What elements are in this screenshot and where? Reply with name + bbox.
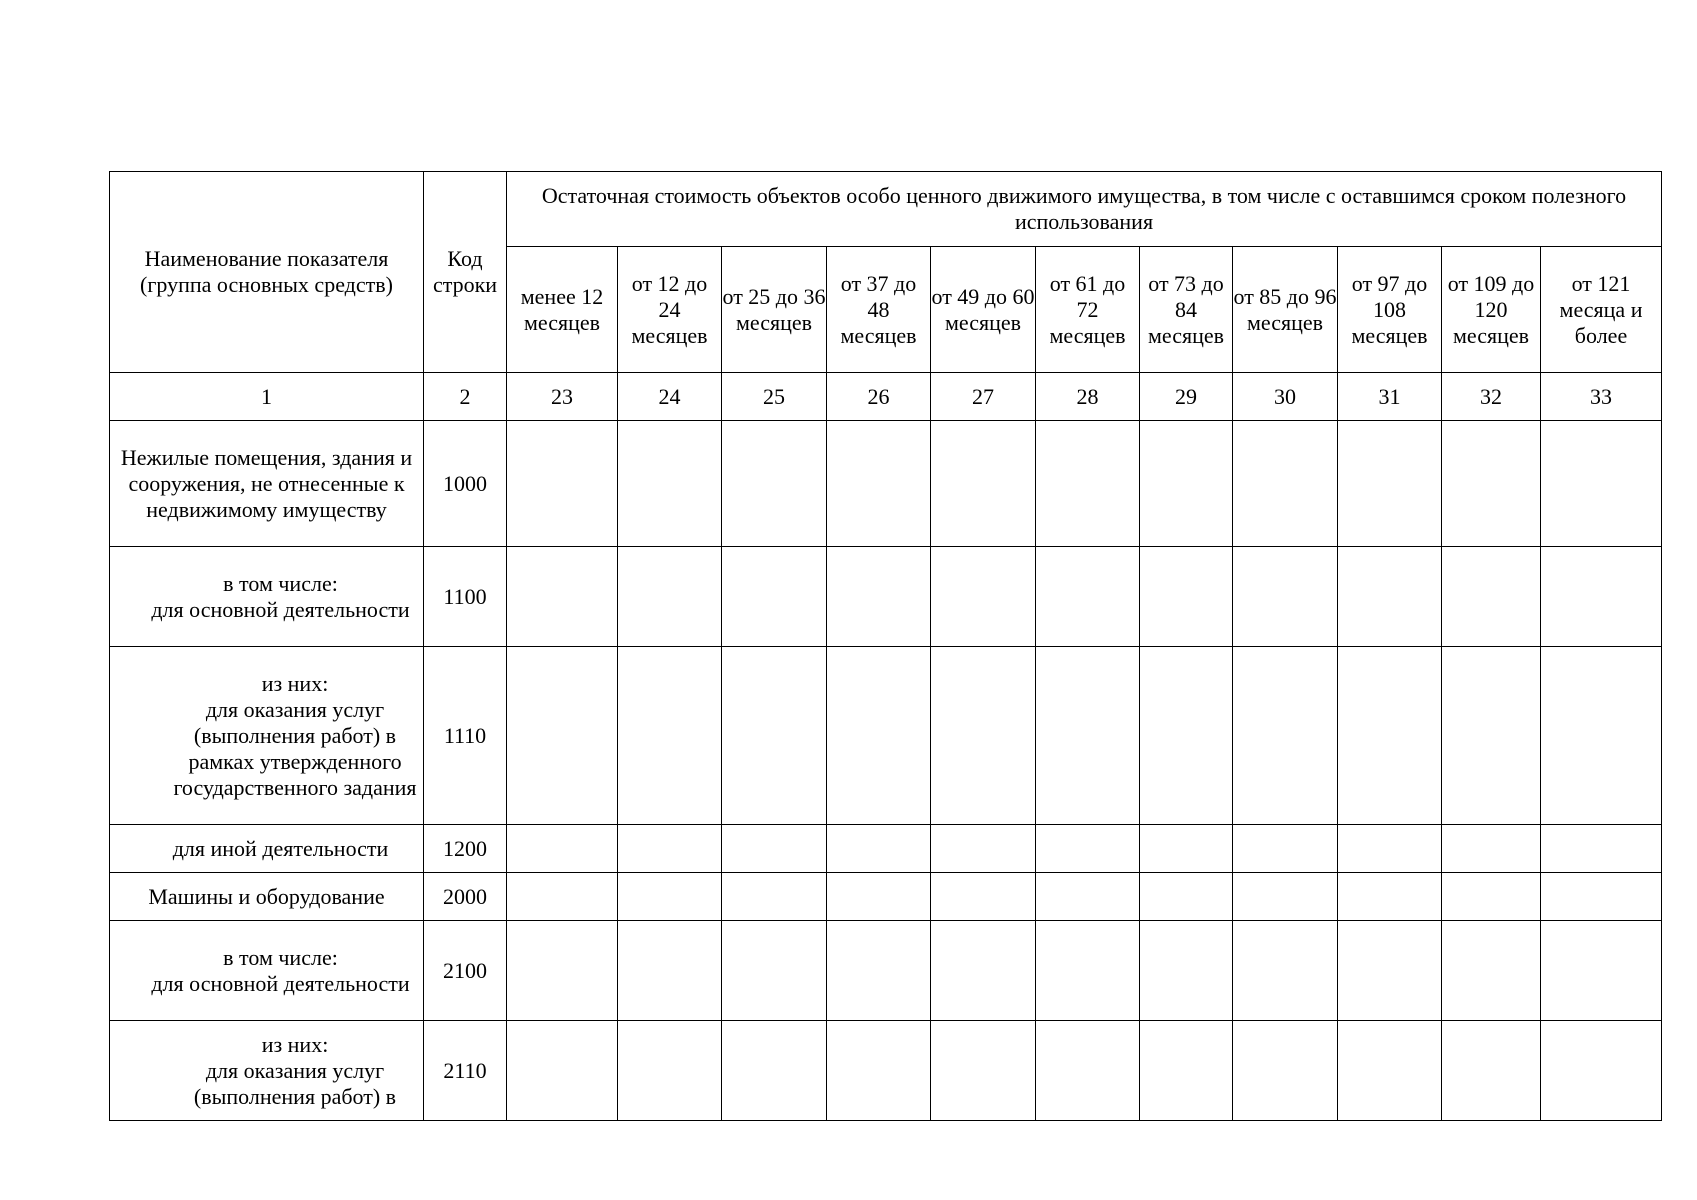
value-cell[interactable] (722, 647, 827, 825)
value-cell[interactable] (1036, 547, 1140, 647)
column-number: 26 (827, 373, 931, 421)
value-cell[interactable] (722, 547, 827, 647)
header-period: от 73 до 84 месяцев (1140, 247, 1233, 373)
value-cell[interactable] (1442, 421, 1541, 547)
header-name-col: Наименование показателя (группа основных средств) (110, 172, 424, 373)
value-cell[interactable] (1541, 825, 1662, 873)
value-cell[interactable] (1338, 547, 1442, 647)
header-code-col: Код строки (424, 172, 507, 373)
column-number: 30 (1233, 373, 1338, 421)
column-number: 28 (1036, 373, 1140, 421)
value-cell[interactable] (1036, 421, 1140, 547)
row-code: 1000 (424, 421, 507, 547)
value-cell[interactable] (1338, 421, 1442, 547)
value-cell[interactable] (1338, 825, 1442, 873)
row-name-text: из них: (261, 670, 329, 696)
value-cell[interactable] (931, 873, 1036, 921)
value-cell[interactable] (1233, 1021, 1338, 1121)
value-cell[interactable] (1442, 1021, 1541, 1121)
value-cell[interactable] (827, 421, 931, 547)
row-name (110, 421, 424, 547)
header-period: менее 12 месяцев (507, 247, 618, 373)
column-number: 29 (1140, 373, 1233, 421)
value-cell[interactable] (1541, 1021, 1662, 1121)
value-cell[interactable] (507, 921, 618, 1021)
row-name-text: в том числе: (223, 944, 338, 970)
row-name-text: для основной деятельности (151, 596, 410, 622)
value-cell[interactable] (1036, 921, 1140, 1021)
value-cell[interactable] (507, 825, 618, 873)
column-number: 24 (618, 373, 722, 421)
fixed-assets-table (109, 171, 1662, 1121)
value-cell[interactable] (1338, 647, 1442, 825)
value-cell[interactable] (1233, 921, 1338, 1021)
value-cell[interactable] (618, 1021, 722, 1121)
value-cell[interactable] (1338, 873, 1442, 921)
value-cell[interactable] (827, 921, 931, 1021)
row-name-text: для иной деятельности (172, 835, 389, 861)
value-cell[interactable] (931, 1021, 1036, 1121)
value-cell[interactable] (722, 921, 827, 1021)
value-cell[interactable] (931, 825, 1036, 873)
table-row (110, 921, 1662, 1021)
value-cell[interactable] (1338, 1021, 1442, 1121)
value-cell[interactable] (1541, 873, 1662, 921)
value-cell[interactable] (931, 547, 1036, 647)
value-cell[interactable] (1140, 421, 1233, 547)
row-name-text: из них: (261, 1031, 329, 1057)
row-code: 1100 (424, 547, 507, 647)
header-period: от 97 до 108 месяцев (1338, 247, 1442, 373)
value-cell[interactable] (931, 647, 1036, 825)
column-number: 32 (1442, 373, 1541, 421)
column-number: 2 (424, 373, 507, 421)
column-number: 27 (931, 373, 1036, 421)
value-cell[interactable] (722, 825, 827, 873)
value-cell[interactable] (931, 921, 1036, 1021)
value-cell[interactable] (1036, 1021, 1140, 1121)
row-code: 1110 (424, 647, 507, 825)
value-cell[interactable] (1233, 647, 1338, 825)
value-cell[interactable] (1140, 921, 1233, 1021)
header-row-1 (110, 172, 1662, 247)
row-name (110, 647, 424, 825)
row-name (110, 873, 424, 921)
value-cell[interactable] (1338, 921, 1442, 1021)
table-row (110, 825, 1662, 873)
header-period: от 121 месяца и более (1541, 247, 1662, 373)
header-group-title: Остаточная стоимость объектов особо ценного движимого имущества, в том числе с оставшимся сроком полезного использования (507, 172, 1662, 247)
table-row (110, 547, 1662, 647)
value-cell[interactable] (827, 825, 931, 873)
row-name-text: для основной деятельности (151, 970, 410, 996)
row-name (110, 825, 424, 873)
value-cell[interactable] (1233, 421, 1338, 547)
value-cell[interactable] (1036, 647, 1140, 825)
value-cell[interactable] (618, 421, 722, 547)
header-period: от 49 до 60 месяцев (931, 247, 1036, 373)
value-cell[interactable] (618, 873, 722, 921)
header-period: от 37 до 48 месяцев (827, 247, 931, 373)
row-code: 1200 (424, 825, 507, 873)
row-code: 2100 (424, 921, 507, 1021)
value-cell[interactable] (507, 1021, 618, 1121)
row-name-text: Нежилые помещения, здания и сооружения, не отнесенные к недвижимому имуществу (120, 444, 413, 522)
row-name (110, 1021, 424, 1121)
value-cell[interactable] (1541, 647, 1662, 825)
row-name-text: Машины и оборудование (148, 883, 385, 909)
value-cell[interactable] (827, 547, 931, 647)
row-code: 2000 (424, 873, 507, 921)
value-cell[interactable] (1036, 825, 1140, 873)
column-numbers-row (110, 373, 1662, 421)
value-cell[interactable] (618, 825, 722, 873)
value-cell[interactable] (1140, 825, 1233, 873)
column-number: 33 (1541, 373, 1662, 421)
header-period: от 12 до 24 месяцев (618, 247, 722, 373)
value-cell[interactable] (827, 873, 931, 921)
value-cell[interactable] (1140, 873, 1233, 921)
value-cell[interactable] (1233, 873, 1338, 921)
row-name-text: в том числе: (223, 570, 338, 596)
value-cell[interactable] (507, 647, 618, 825)
value-cell[interactable] (1140, 1021, 1233, 1121)
value-cell[interactable] (827, 647, 931, 825)
value-cell[interactable] (1233, 547, 1338, 647)
value-cell[interactable] (1541, 547, 1662, 647)
value-cell[interactable] (1541, 421, 1662, 547)
table-row (110, 647, 1662, 825)
value-cell[interactable] (1036, 873, 1140, 921)
row-name-text: для оказания услуг (выполнения работ) в (193, 1057, 397, 1109)
header-period: от 109 до 120 месяцев (1442, 247, 1541, 373)
column-number: 23 (507, 373, 618, 421)
value-cell[interactable] (618, 647, 722, 825)
value-cell[interactable] (1233, 825, 1338, 873)
value-cell[interactable] (1541, 921, 1662, 1021)
value-cell[interactable] (507, 873, 618, 921)
table-row (110, 421, 1662, 547)
value-cell[interactable] (618, 547, 722, 647)
row-name (110, 921, 424, 1021)
row-code: 2110 (424, 1021, 507, 1121)
value-cell[interactable] (507, 547, 618, 647)
value-cell[interactable] (1442, 921, 1541, 1021)
header-period: от 61 до 72 месяцев (1036, 247, 1140, 373)
column-number: 31 (1338, 373, 1442, 421)
header-period: от 25 до 36 месяцев (722, 247, 827, 373)
value-cell[interactable] (1140, 647, 1233, 825)
row-name (110, 547, 424, 647)
value-cell[interactable] (1442, 547, 1541, 647)
row-name-text: для оказания услуг (выполнения работ) в рамках утвержденного государственного задания (173, 696, 417, 800)
value-cell[interactable] (1442, 873, 1541, 921)
table-row (110, 1021, 1662, 1121)
value-cell[interactable] (931, 421, 1036, 547)
table-row (110, 873, 1662, 921)
value-cell[interactable] (1442, 825, 1541, 873)
value-cell[interactable] (1442, 647, 1541, 825)
value-cell[interactable] (1140, 547, 1233, 647)
column-number: 1 (110, 373, 424, 421)
value-cell[interactable] (827, 1021, 931, 1121)
value-cell[interactable] (618, 921, 722, 1021)
value-cell[interactable] (722, 1021, 827, 1121)
value-cell[interactable] (722, 873, 827, 921)
header-period: от 85 до 96 месяцев (1233, 247, 1338, 373)
value-cell[interactable] (722, 421, 827, 547)
value-cell[interactable] (507, 421, 618, 547)
column-number: 25 (722, 373, 827, 421)
